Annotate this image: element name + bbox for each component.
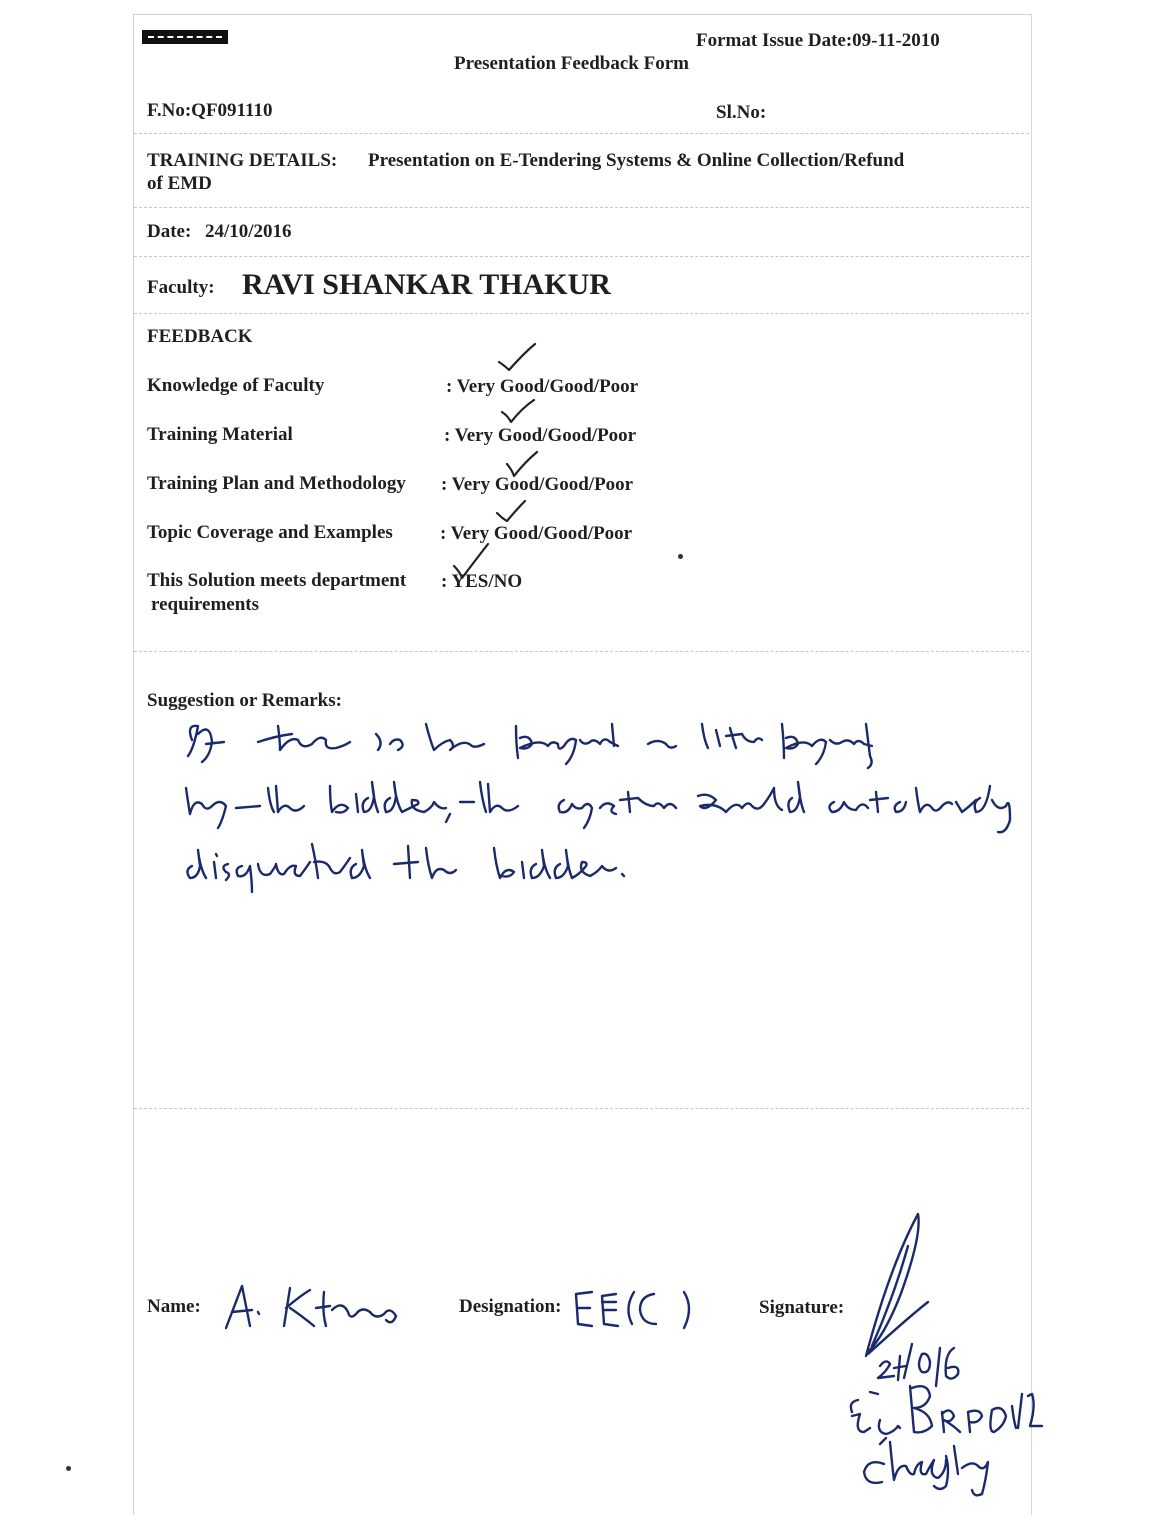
- rating-label-coverage: Topic Coverage and Examples: [147, 522, 393, 543]
- rating-options-methodology: : Very Good/Good/Poor: [441, 474, 634, 495]
- divider: [134, 651, 1029, 652]
- file-number: F.No:QF091110: [147, 100, 273, 121]
- divider: [134, 207, 1029, 208]
- rating-label-methodology: Training Plan and Methodology: [147, 473, 406, 494]
- feedback-heading: FEEDBACK: [147, 326, 253, 347]
- handwritten-remarks: [180, 716, 1020, 896]
- checkmark-icon: [498, 398, 558, 434]
- serial-number-label: Sl.No:: [716, 102, 767, 123]
- divider: [134, 1108, 1029, 1109]
- divider: [134, 256, 1029, 257]
- training-details-label: TRAINING DETAILS:: [147, 150, 338, 171]
- signature-label: Signature:: [759, 1297, 845, 1318]
- ink-speck: [678, 554, 683, 559]
- checkmark-icon: [450, 540, 510, 592]
- rating-options-knowledge: : Very Good/Good/Poor: [446, 376, 639, 397]
- checkmark-icon: [495, 499, 555, 535]
- training-details-text: Presentation on E-Tendering Systems & Online Collection/Refund: [368, 150, 905, 171]
- form-title: Presentation Feedback Form: [454, 53, 689, 74]
- signature: [850, 1206, 1050, 1496]
- rating-options-material: : Very Good/Good/Poor: [444, 425, 637, 446]
- rating-options-coverage: : Very Good/Good/Poor: [440, 523, 633, 544]
- format-issue-date: Format Issue Date:09-11-2010: [696, 30, 940, 51]
- training-details-text-continued: of EMD: [147, 173, 212, 194]
- divider: [134, 133, 1029, 134]
- faculty-label: Faculty:: [147, 277, 215, 298]
- name-label: Name:: [147, 1296, 201, 1317]
- designation-label: Designation:: [459, 1296, 562, 1317]
- date-label: Date:: [147, 221, 192, 242]
- faculty-name: RAVI SHANKAR THAKUR: [242, 268, 611, 301]
- rating-label-material: Training Material: [147, 424, 293, 445]
- redacted-mark: [142, 30, 228, 44]
- solution-label: This Solution meets department: [147, 570, 407, 591]
- date-value: 24/10/2016: [205, 221, 292, 242]
- solution-label-continued: requirements: [151, 594, 260, 615]
- checkmark-icon: [503, 450, 563, 486]
- ink-speck: [66, 1466, 71, 1471]
- remarks-label: Suggestion or Remarks:: [147, 690, 342, 711]
- handwritten-name: [220, 1270, 410, 1340]
- checkmark-icon: [495, 340, 555, 380]
- divider: [134, 313, 1029, 314]
- handwritten-designation: [568, 1284, 708, 1334]
- solution-options: : YES/NO: [441, 571, 523, 592]
- rating-label-knowledge: Knowledge of Faculty: [147, 375, 325, 396]
